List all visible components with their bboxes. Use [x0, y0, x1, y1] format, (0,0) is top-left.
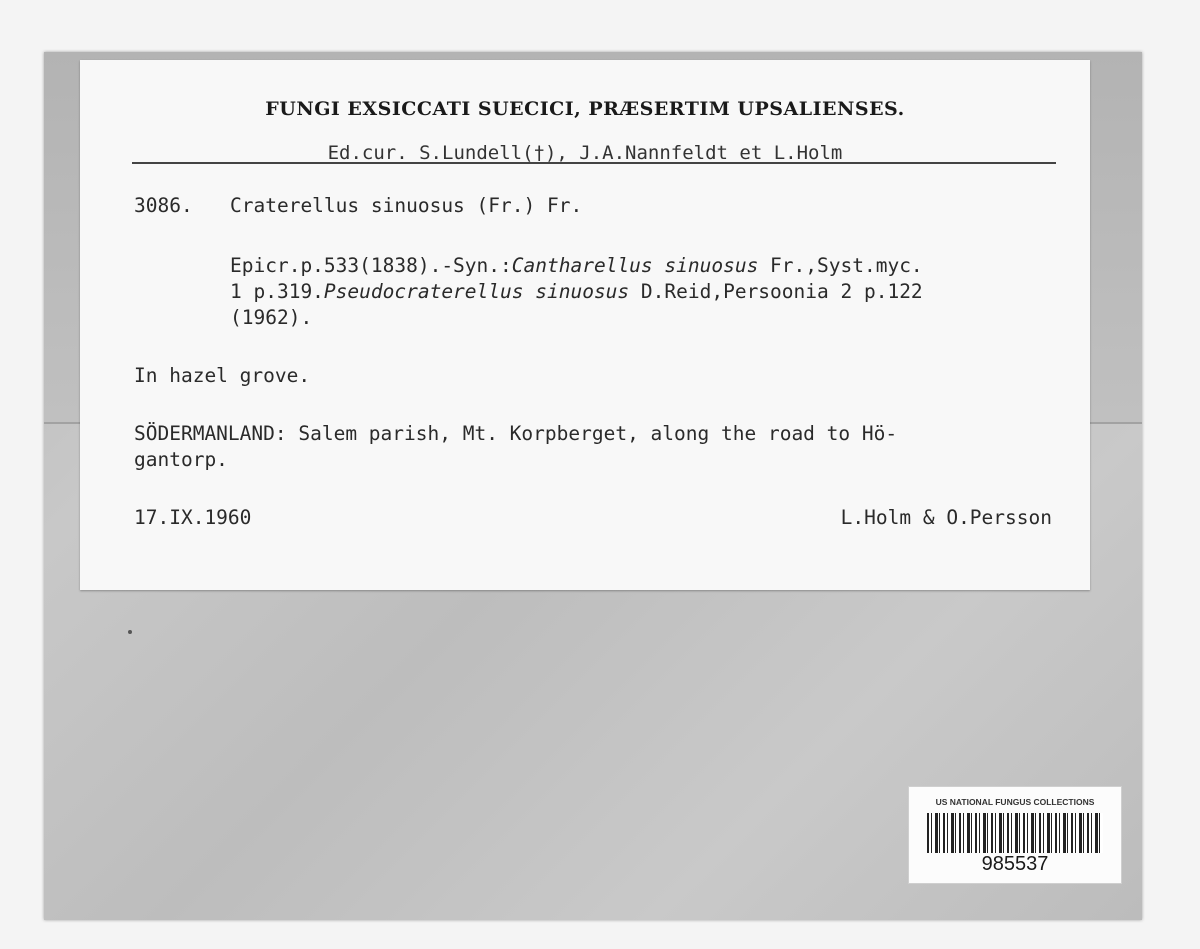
collection-date: 17.IX.1960: [134, 506, 252, 529]
barcode-number: 985537: [981, 853, 1049, 875]
synonym-1: Cantharellus sinuosus: [511, 254, 759, 277]
series-title: FUNGI EXSICCATI SUECICI, PRÆSERTIM UPSALIENSES.: [265, 98, 905, 120]
specimen-speck: [128, 630, 132, 634]
habitat: In hazel grove.: [134, 364, 311, 387]
header-rule: [132, 162, 1056, 164]
locality-line-1: SÖDERMANLAND: Salem parish, Mt. Korpberget, along the road to Hö-: [134, 422, 898, 445]
barcode-icon: [927, 813, 1103, 853]
synonym-2: Pseudocraterellus sinuosus: [323, 280, 630, 303]
editors-line: Ed.cur. S.Lundell(†), J.A.Nannfeldt et L.Holm: [327, 142, 843, 164]
citation-line-2: 1 p.319.Pseudocraterellus sinuosus D.Reid,Persoonia 2 p.122: [230, 280, 923, 303]
barcode-label: [908, 786, 1122, 884]
taxon-name: Craterellus sinuosus (Fr.) Fr.: [230, 194, 583, 217]
barcode-institution: US NATIONAL FUNGUS COLLECTIONS: [935, 797, 1095, 807]
collectors: L.Holm & O.Persson: [840, 506, 1052, 529]
specimen-label: [80, 60, 1090, 590]
locality-line-2: gantorp.: [134, 448, 228, 471]
citation-line-3: (1962).: [230, 306, 313, 329]
exsiccata-number: 3086.: [134, 194, 193, 217]
citation-line-1: Epicr.p.533(1838).-Syn.:Cantharellus sinuosus Fr.,Syst.myc.: [230, 254, 923, 277]
